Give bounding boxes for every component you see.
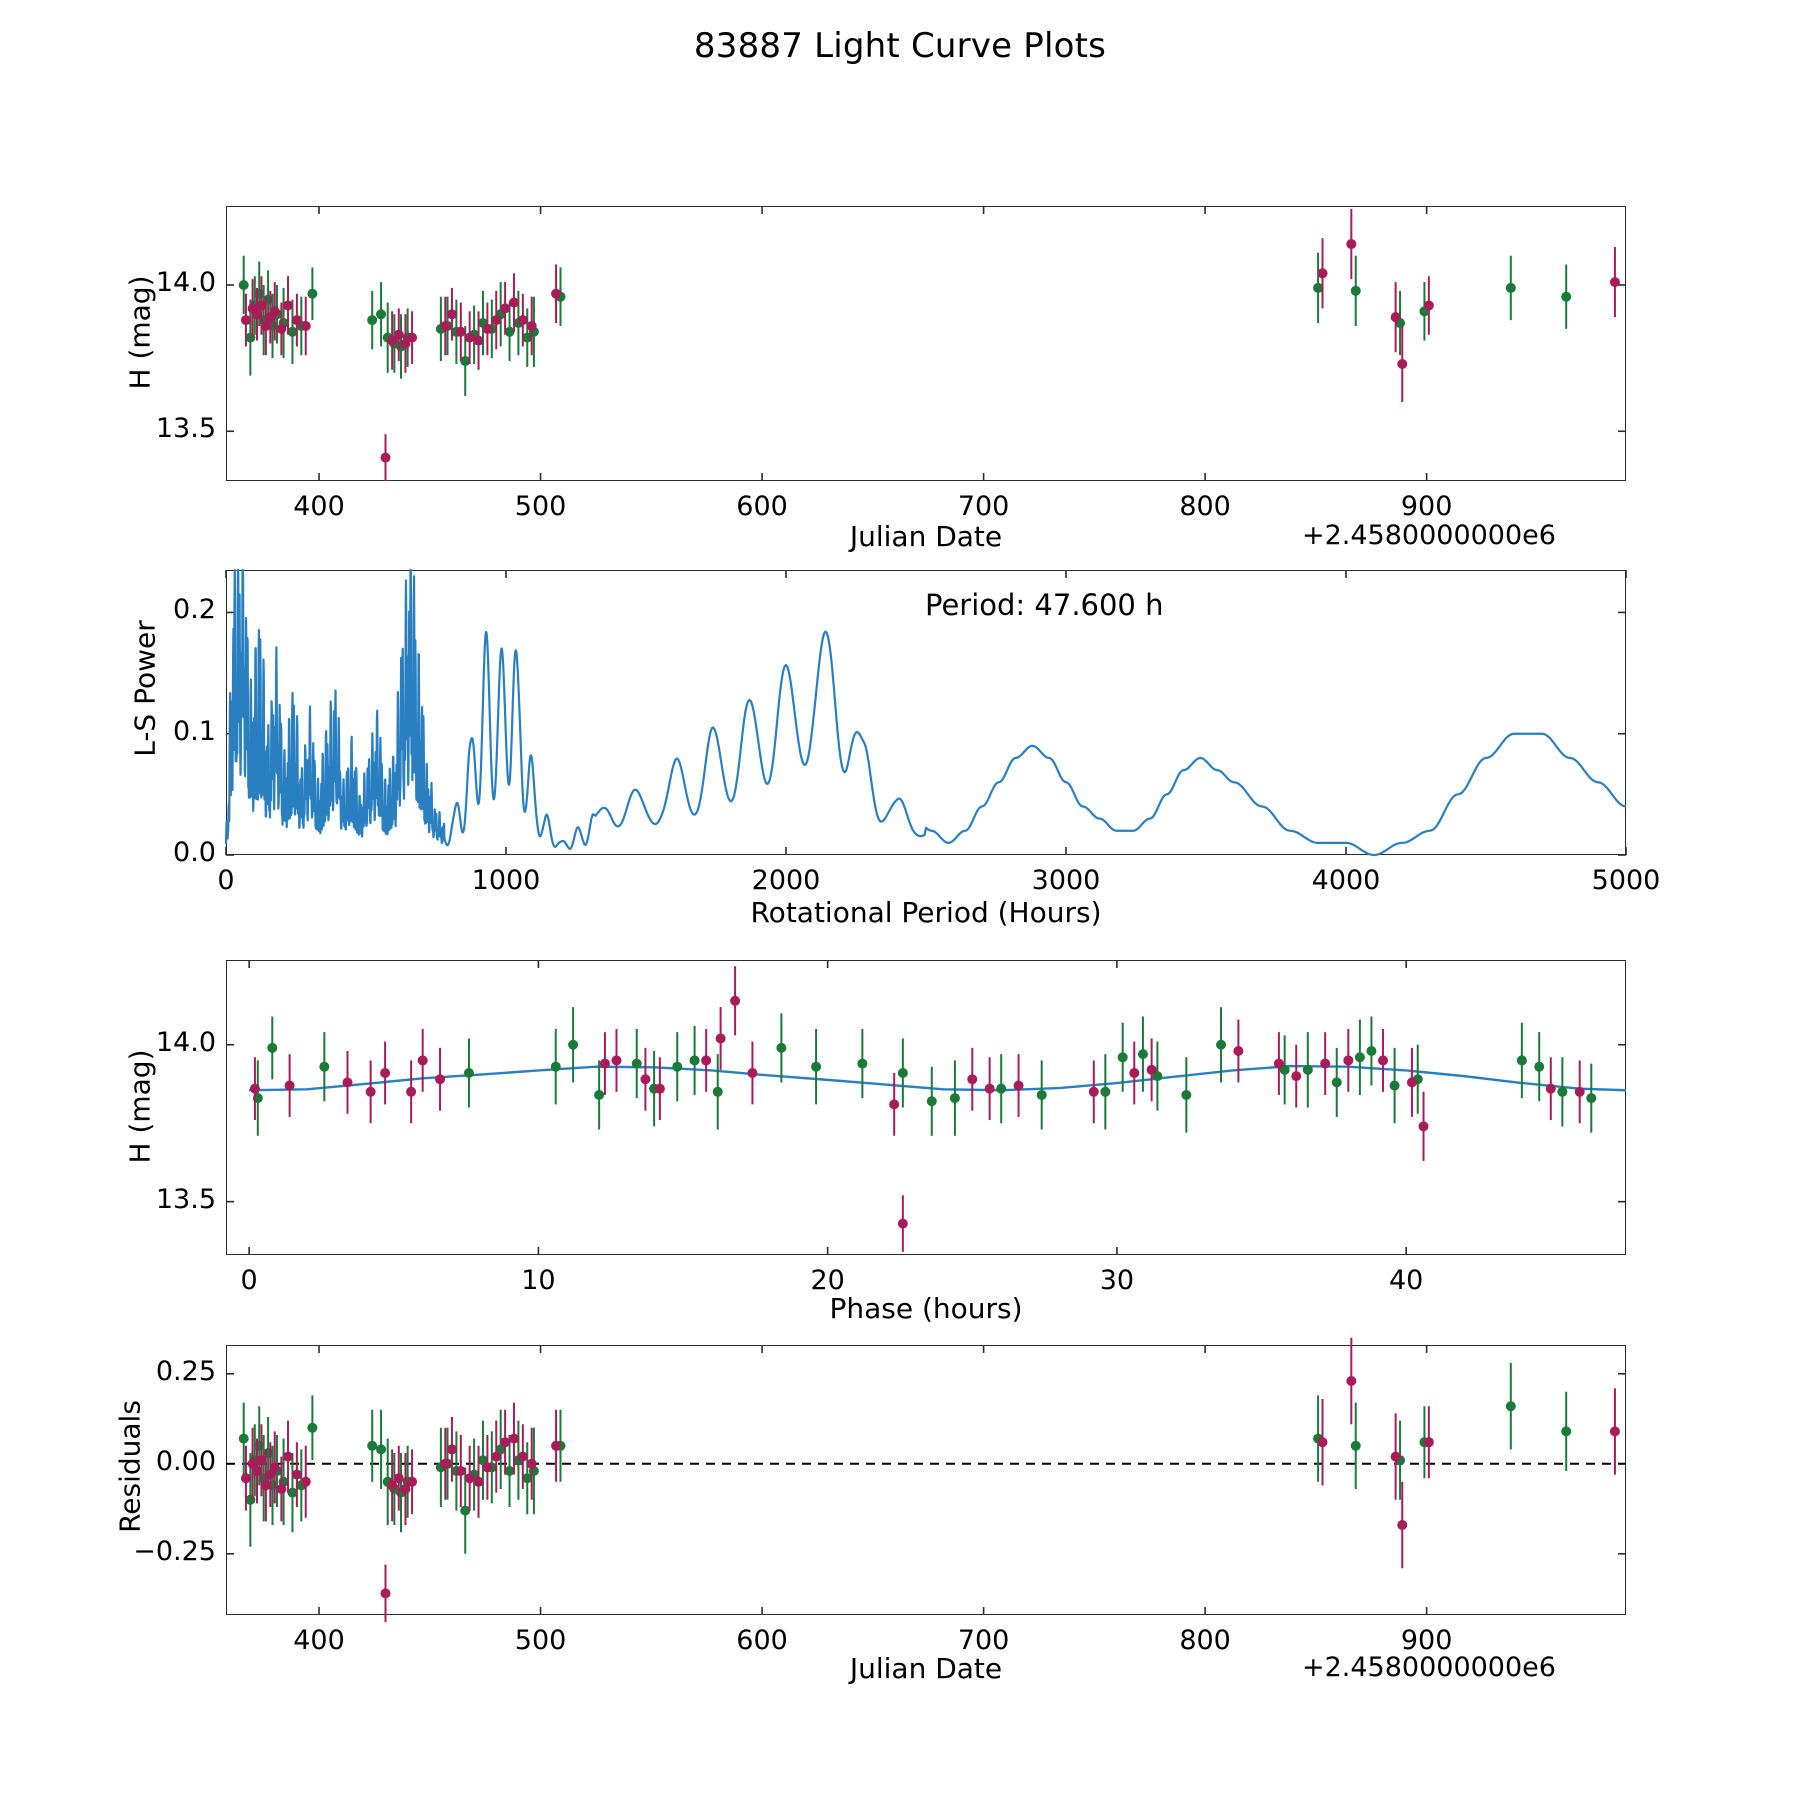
- panel-3-xlabel: Phase (hours): [829, 1292, 1023, 1325]
- panel-1-ylabel: H (mag): [123, 275, 157, 390]
- panel-4-x-offset: +2.4580000000e6: [1302, 1652, 1556, 1683]
- panel-4-ylabel: Residuals: [113, 1400, 147, 1533]
- figure-title: 83887 Light Curve Plots: [693, 26, 1107, 66]
- x-tick-label: 3000: [1031, 865, 1101, 896]
- y-tick-label: 13.5: [155, 413, 216, 445]
- panel-1-xlabel: Julian Date: [849, 520, 1003, 553]
- y-tick-label: 0.2: [173, 594, 216, 626]
- panel-phased-curve: [226, 960, 1626, 1255]
- panel-4-plot: [226, 1345, 1626, 1615]
- y-tick-label: 0.00: [155, 1445, 216, 1477]
- x-tick-label: 900: [1400, 1625, 1453, 1656]
- x-tick-label: 2000: [751, 865, 821, 896]
- x-tick-label: 800: [1179, 1625, 1231, 1656]
- x-tick-label: 30: [1099, 1265, 1135, 1296]
- x-tick-label: 700: [957, 491, 1010, 522]
- x-tick-label: 4000: [1311, 865, 1381, 896]
- panel-4-xlabel: Julian Date: [849, 1652, 1003, 1685]
- x-tick-label: 500: [514, 1625, 567, 1656]
- x-tick-label: 5000: [1591, 865, 1661, 896]
- x-tick-label: 800: [1179, 491, 1231, 522]
- x-tick-label: 400: [293, 491, 345, 522]
- panel-light-curve: [226, 206, 1626, 481]
- y-tick-label: 0.25: [155, 1355, 216, 1387]
- y-tick-label: 14.0: [155, 266, 216, 298]
- x-tick-label: 0: [217, 865, 235, 896]
- panel-3-plot: [226, 960, 1626, 1255]
- x-tick-label: 400: [293, 1625, 345, 1656]
- panel-2-xlabel: Rotational Period (Hours): [750, 896, 1102, 929]
- y-tick-label: 14.0: [155, 1026, 216, 1058]
- x-tick-label: 900: [1400, 491, 1453, 522]
- x-tick-label: 600: [736, 1625, 788, 1656]
- x-tick-label: 20: [810, 1265, 845, 1296]
- panel-residuals: [226, 1345, 1626, 1615]
- x-tick-label: 600: [736, 491, 788, 522]
- y-tick-label: 0.1: [173, 715, 216, 747]
- panel-1-x-offset: +2.4580000000e6: [1302, 520, 1556, 551]
- x-tick-label: 500: [514, 491, 567, 522]
- x-tick-label: 700: [957, 1625, 1010, 1656]
- x-tick-label: 0: [240, 1265, 258, 1296]
- period-annotation: Period: 47.600 h: [925, 588, 1164, 622]
- y-tick-label: 13.5: [155, 1183, 216, 1215]
- y-tick-label: 0.0: [173, 837, 216, 868]
- panel-2-ylabel: L-S Power: [128, 620, 162, 757]
- panel-3-ylabel: H (mag): [123, 1049, 157, 1164]
- x-tick-label: 1000: [471, 865, 541, 896]
- y-tick-label: −0.25: [133, 1535, 216, 1567]
- panel-1-plot: [226, 206, 1626, 481]
- x-tick-label: 10: [521, 1265, 556, 1296]
- x-tick-label: 40: [1388, 1265, 1424, 1296]
